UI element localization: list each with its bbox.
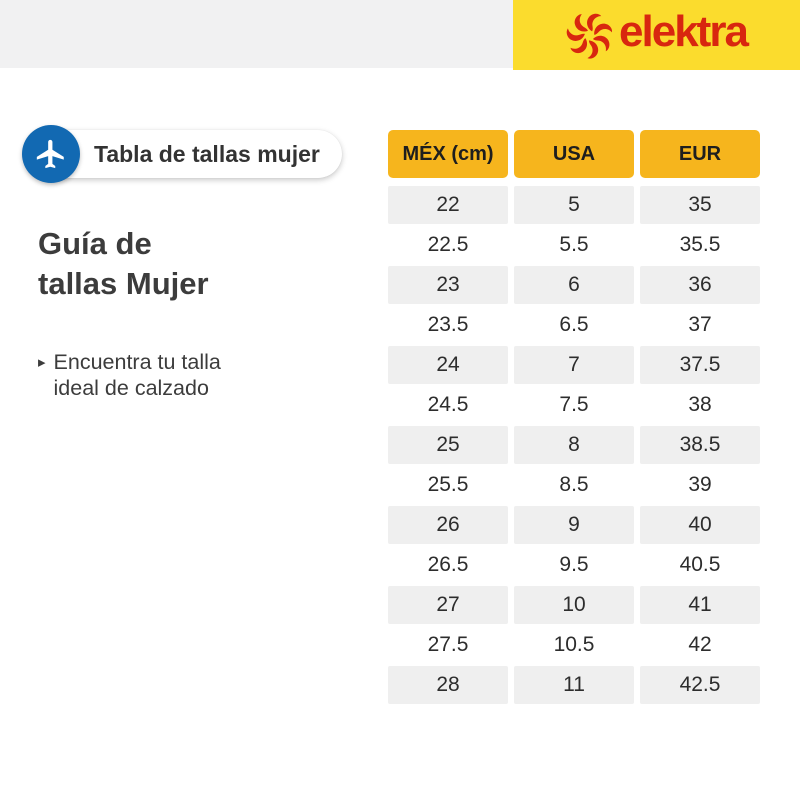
- table-cell: 24.5: [388, 386, 508, 424]
- bullet-point: [38, 349, 269, 401]
- table-cell: 5: [514, 186, 634, 224]
- bullet-text: Encuentra tu talla ideal de calzado: [53, 350, 221, 400]
- table-cell: 23: [388, 266, 508, 304]
- column-header: MÉX (cm): [388, 130, 508, 178]
- brand-wordmark: elektra: [619, 7, 747, 56]
- brand-header: [513, 0, 800, 70]
- bullet-marker-icon: ▸: [38, 354, 46, 371]
- table-cell: 39: [640, 466, 760, 504]
- table-cell: 7.5: [514, 386, 634, 424]
- table-cell: 25: [388, 426, 508, 464]
- table-cell: 37: [640, 306, 760, 344]
- table-cell: 9: [514, 506, 634, 544]
- badge-label: Tabla de tallas mujer: [94, 140, 320, 167]
- table-cell: 26: [388, 506, 508, 544]
- table-cell: 22: [388, 186, 508, 224]
- column-header: USA: [514, 130, 634, 178]
- airplane-icon: [22, 125, 80, 183]
- size-table: [388, 130, 760, 704]
- table-cell: 25.5: [388, 466, 508, 504]
- table-cell: 37.5: [640, 346, 760, 384]
- table-cell: 36: [640, 266, 760, 304]
- table-cell: 26.5: [388, 546, 508, 584]
- size-table-header: [388, 130, 760, 178]
- table-cell: 27.5: [388, 626, 508, 664]
- table-cell: 35: [640, 186, 760, 224]
- topbar-left-strip: [0, 0, 513, 68]
- table-cell: 9.5: [514, 546, 634, 584]
- page-title: [38, 224, 209, 304]
- table-cell: 22.5: [388, 226, 508, 264]
- page-title-line2: tallas Mujer: [38, 266, 209, 301]
- size-table-body: [388, 186, 760, 704]
- table-cell: 38: [640, 386, 760, 424]
- table-cell: 6: [514, 266, 634, 304]
- table-cell: 24: [388, 346, 508, 384]
- table-cell: 5.5: [514, 226, 634, 264]
- table-cell: 40.5: [640, 546, 760, 584]
- table-cell: 28: [388, 666, 508, 704]
- table-cell: 10.5: [514, 626, 634, 664]
- table-cell: 38.5: [640, 426, 760, 464]
- table-cell: 7: [514, 346, 634, 384]
- page-title-line1: Guía de: [38, 226, 152, 261]
- column-header: EUR: [640, 130, 760, 178]
- table-cell: 41: [640, 586, 760, 624]
- table-cell: 8: [514, 426, 634, 464]
- table-cell: 10: [514, 586, 634, 624]
- table-cell: 35.5: [640, 226, 760, 264]
- table-cell: 11: [514, 666, 634, 704]
- table-cell: 40: [640, 506, 760, 544]
- table-cell: 6.5: [514, 306, 634, 344]
- table-cell: 23.5: [388, 306, 508, 344]
- elektra-logo-icon: [566, 12, 613, 59]
- table-cell: 42: [640, 626, 760, 664]
- table-cell: 27: [388, 586, 508, 624]
- table-cell: 8.5: [514, 466, 634, 504]
- table-cell: 42.5: [640, 666, 760, 704]
